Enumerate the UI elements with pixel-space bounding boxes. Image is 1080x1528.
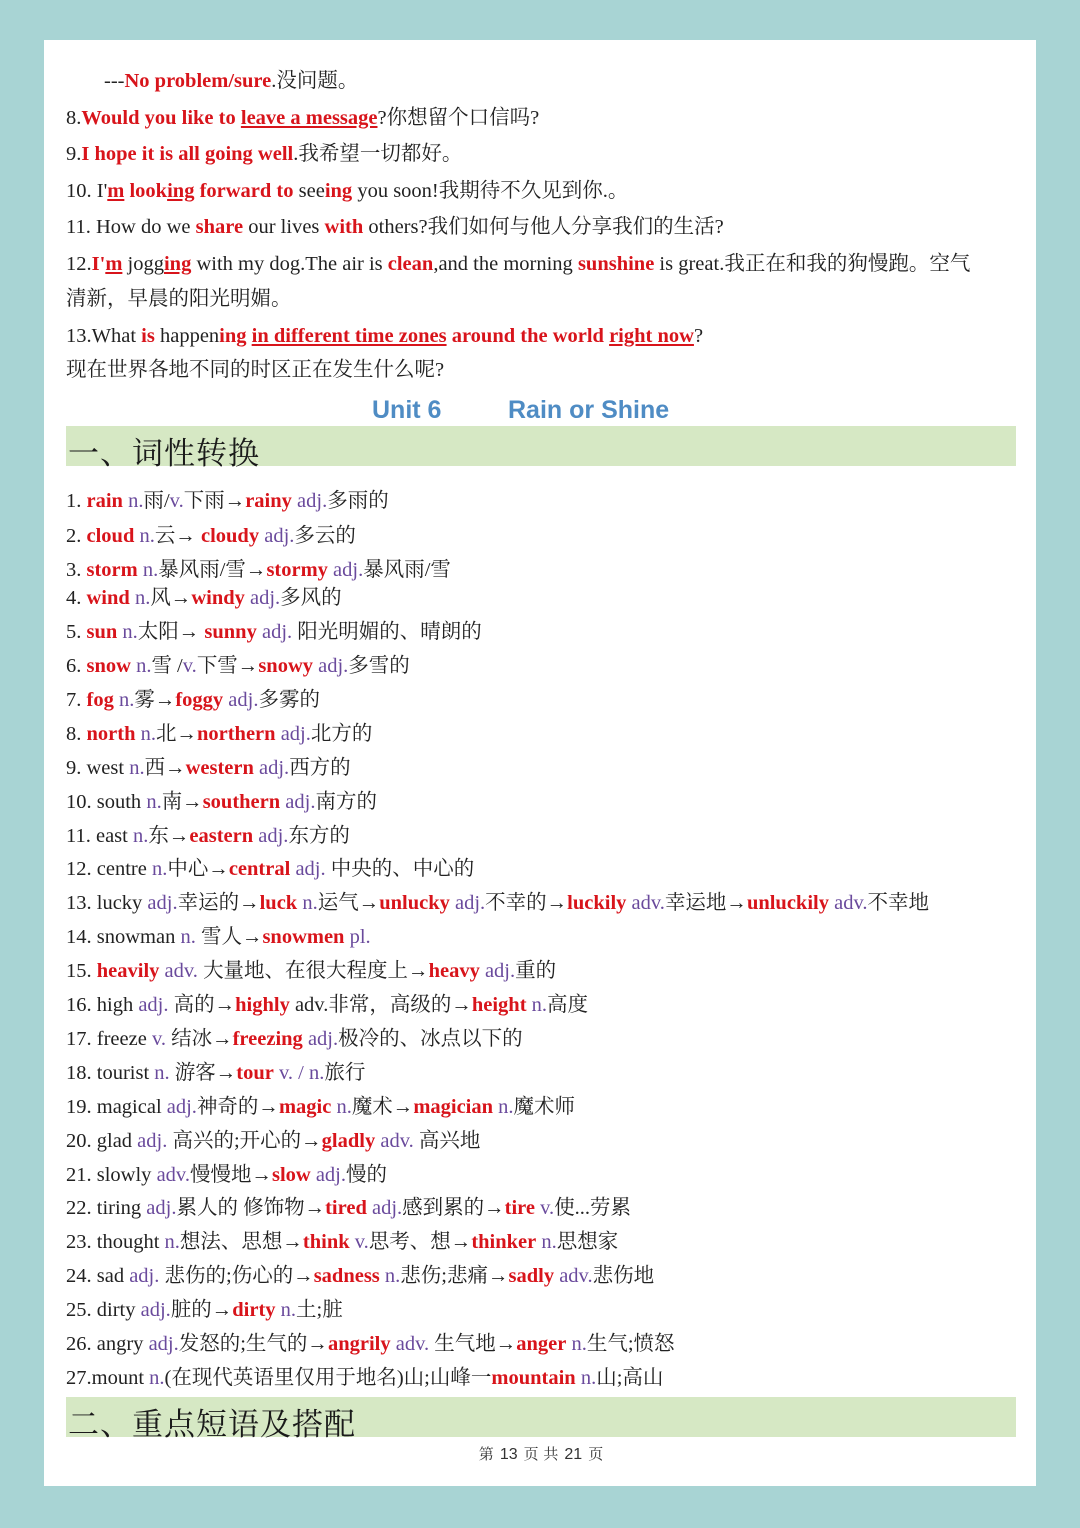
keyword: luck <box>259 892 298 914</box>
text-run: 11. east <box>66 825 133 847</box>
text-run: 雪 / <box>151 655 183 677</box>
part-of-speech: n. <box>129 587 151 609</box>
word-form-item <box>66 1263 654 1289</box>
keyword: ing <box>167 180 195 202</box>
text-run: 东→ <box>148 825 190 847</box>
part-of-speech: adj. <box>302 1028 339 1050</box>
text-run: .我希望一切都好。 <box>293 143 463 165</box>
text-run: 9. <box>66 143 82 165</box>
text-run: 暴风雨/雪 <box>363 559 451 581</box>
sentence-line <box>66 323 703 349</box>
text-run: 旅行 <box>324 1062 366 1084</box>
word-form-item <box>66 1128 480 1154</box>
text-run: others?我们如何与他人分享我们的生活? <box>363 216 724 238</box>
text-run: 6. <box>66 655 87 677</box>
sentence-line <box>66 251 970 277</box>
text-run: ?你想留个口信吗? <box>377 107 540 129</box>
text-run: 13.What <box>66 325 142 347</box>
word-form-item <box>66 488 389 514</box>
keyword: heavily <box>96 960 160 982</box>
part-of-speech: adj. <box>256 621 293 643</box>
sentence-line <box>66 214 724 240</box>
keyword: luckily <box>567 892 627 914</box>
part-of-speech: adv. <box>828 892 868 914</box>
keyword: tour <box>236 1062 274 1084</box>
keyword: clean <box>387 253 434 275</box>
keyword: heavy <box>428 960 480 982</box>
text-run: 雨/ <box>143 490 170 512</box>
footer-mid: 页 共 <box>523 1445 559 1463</box>
unit-title: Rain or Shine <box>508 396 670 424</box>
part-of-speech: n. <box>133 825 149 847</box>
keyword: highly <box>235 994 290 1016</box>
text-run: 中央的、中心的 <box>325 858 475 880</box>
word-form-item <box>66 557 451 583</box>
text-run: 16. high <box>66 994 139 1016</box>
part-of-speech: n. <box>117 621 138 643</box>
text-run: 19. magical <box>66 1096 167 1118</box>
text-run: 思考、想→ <box>368 1231 472 1253</box>
keyword: look <box>129 180 168 202</box>
part-of-speech: n. <box>137 559 159 581</box>
text-run: 清新，早晨的阳光明媚。 <box>66 288 292 310</box>
word-form-item <box>66 1229 618 1255</box>
text-run: with my dog.The air is <box>191 253 388 275</box>
word-form-item <box>66 856 474 882</box>
keyword: magician <box>413 1096 494 1118</box>
keyword: sadly <box>508 1265 555 1287</box>
keyword: sun <box>86 621 118 643</box>
text-run: 现在世界各地不同的时区正在发生什么呢? <box>66 359 445 381</box>
sentence-line <box>66 105 539 131</box>
text-run: 18. tourist <box>66 1062 155 1084</box>
keyword: sunshine <box>577 253 655 275</box>
keyword: mountain <box>491 1367 576 1389</box>
part-of-speech: n. <box>151 858 168 880</box>
keyword: sadness <box>313 1265 380 1287</box>
text-run: 土;脏 <box>296 1299 343 1321</box>
text-run: our lives <box>243 216 325 238</box>
text-run: 山;高山 <box>596 1367 664 1389</box>
word-form-item <box>66 1365 663 1391</box>
keyword: with <box>324 216 364 238</box>
part-of-speech: adj. <box>129 1265 160 1287</box>
text-run: --- <box>104 70 125 92</box>
part-of-speech: n. <box>164 1231 180 1253</box>
keyword: northern <box>196 723 276 745</box>
text-run: 多云的 <box>294 525 356 547</box>
text-run: ? <box>693 325 704 347</box>
text-run: 11. How do we <box>66 216 196 238</box>
part-of-speech: adj. <box>479 960 516 982</box>
text-run: 使...劳累 <box>554 1197 632 1219</box>
keyword: foggy <box>175 689 224 711</box>
part-of-speech: adv. <box>159 960 198 982</box>
part-of-speech: adj. <box>327 559 364 581</box>
sentence-line <box>66 286 292 312</box>
keyword: anger <box>516 1333 567 1355</box>
word-form-item <box>66 1060 365 1086</box>
part-of-speech: adv. <box>554 1265 593 1287</box>
keyword: dirty <box>232 1299 276 1321</box>
text-run: 雾→ <box>134 689 176 711</box>
text-run: 2. <box>66 525 87 547</box>
keyword: thinker <box>471 1231 537 1253</box>
part-of-speech: adj. <box>166 1096 197 1118</box>
keyword: cloudy <box>200 525 260 547</box>
footer-suffix: 页 <box>588 1445 604 1463</box>
part-of-speech: n. <box>134 525 155 547</box>
keyword: ing <box>163 253 192 275</box>
keyword: No problem/sure <box>124 70 272 92</box>
text-run: 1. <box>66 490 87 512</box>
part-of-speech: n. <box>526 994 548 1016</box>
part-of-speech: n. <box>379 1265 401 1287</box>
text-run: 结冰→ <box>165 1028 233 1050</box>
part-of-speech: adj. <box>280 791 316 813</box>
keyword: rain <box>86 490 123 512</box>
keyword: magic <box>278 1096 332 1118</box>
footer-total-pages: 21 <box>564 1446 583 1463</box>
part-of-speech: adj. <box>253 757 290 779</box>
text-run: 7. <box>66 689 87 711</box>
part-of-speech: adj. <box>259 525 295 547</box>
keyword: gladly <box>321 1130 376 1152</box>
sentence-line <box>66 357 444 383</box>
text-run: 10. south <box>66 791 147 813</box>
word-form-item <box>66 1026 523 1052</box>
part-of-speech: adj. <box>137 1130 168 1152</box>
text-run: 5. <box>66 621 87 643</box>
text-run: 魔术→ <box>351 1096 414 1118</box>
text-run: 重的 <box>515 960 557 982</box>
text-run: 南→ <box>161 791 203 813</box>
part-of-speech: adj. <box>147 892 178 914</box>
part-of-speech: v. <box>349 1231 369 1253</box>
word-form-item <box>66 1331 675 1357</box>
text-run: 思想家 <box>556 1231 619 1253</box>
keyword: stormy <box>266 559 328 581</box>
document-page <box>44 40 1036 1486</box>
text-run: 多雪的 <box>348 655 410 677</box>
part-of-speech: adj. <box>313 655 349 677</box>
keyword: central <box>228 858 291 880</box>
text-run: 太阳→ <box>137 621 205 643</box>
text-run: 26. angry <box>66 1333 149 1355</box>
keyword: right now <box>609 325 694 347</box>
text-run: 8. <box>66 723 87 745</box>
text-run: 悲伤;悲痛→ <box>400 1265 509 1287</box>
text-run: 高兴地 <box>413 1130 481 1152</box>
section-heading-word-forms <box>66 426 1016 471</box>
text-run: 22. tiring <box>66 1197 147 1219</box>
keyword: sunny <box>204 621 257 643</box>
part-of-speech: n. <box>566 1333 587 1355</box>
text-run: 风→ <box>150 587 192 609</box>
part-of-speech: v. <box>182 655 197 677</box>
keyword: in different time zones <box>251 325 447 347</box>
part-of-speech: n. <box>331 1096 352 1118</box>
text-run: 北方的 <box>310 723 373 745</box>
text-run: 悲伤地 <box>592 1265 655 1287</box>
part-of-speech: n. <box>146 791 162 813</box>
footer-prefix: 第 <box>478 1445 494 1463</box>
part-of-speech: v. / n. <box>273 1062 325 1084</box>
part-of-speech: adj. <box>366 1197 403 1219</box>
text-run: 27.mount <box>66 1367 150 1389</box>
text-run: 20. glad <box>66 1130 138 1152</box>
word-form-item <box>66 619 482 645</box>
part-of-speech: n. <box>135 723 156 745</box>
text-run: 多雨的 <box>327 490 389 512</box>
part-of-speech: n. <box>575 1367 597 1389</box>
part-of-speech: adj. <box>310 1164 346 1186</box>
text-run: you soon!我期待不久见到你.。 <box>352 180 629 202</box>
text-run: 西方的 <box>289 757 351 779</box>
keyword: ing <box>219 325 247 347</box>
part-of-speech: n. <box>129 757 145 779</box>
sentence-line <box>104 68 358 94</box>
keyword: windy <box>191 587 245 609</box>
text-run: 12. centre <box>66 858 152 880</box>
part-of-speech: n. <box>130 655 152 677</box>
keyword: I' <box>91 253 106 275</box>
text-run: 生气;愤怒 <box>586 1333 675 1355</box>
text-run: 西→ <box>144 757 186 779</box>
text-run: 3. <box>66 559 87 581</box>
text-run: 生气地→ <box>429 1333 517 1355</box>
keyword: tire <box>504 1197 536 1219</box>
part-of-speech: adj. <box>146 1197 177 1219</box>
text-run: 发怒的;生气的→ <box>178 1333 328 1355</box>
text-run: 15. <box>66 960 97 982</box>
unit-heading <box>66 396 1016 430</box>
text-run: 云→ <box>154 525 201 547</box>
keyword: is <box>141 325 155 347</box>
sentence-line <box>66 178 628 204</box>
text-run: (在现代英语里仅用于地名)山;山峰一 <box>164 1367 492 1389</box>
part-of-speech: adv. <box>156 1164 190 1186</box>
part-of-speech: adv. <box>375 1130 414 1152</box>
keyword: ing <box>324 180 353 202</box>
text-run: 17. freeze <box>66 1028 152 1050</box>
section-title: 二、重点短语及搭配 <box>68 1407 356 1442</box>
text-run: 多风的 <box>280 587 342 609</box>
part-of-speech: n. <box>536 1231 557 1253</box>
text-run: 累人的 修饰物→ <box>176 1197 326 1219</box>
part-of-speech: adj. <box>290 858 326 880</box>
part-of-speech: n. <box>297 892 318 914</box>
part-of-speech: v. <box>535 1197 555 1219</box>
word-form-item <box>66 924 371 950</box>
word-form-item <box>66 823 350 849</box>
keyword: eastern <box>189 825 254 847</box>
keyword: southern <box>202 791 281 813</box>
text-run: 慢的 <box>346 1164 387 1186</box>
keyword: snowy <box>258 655 313 677</box>
section-heading-phrases <box>66 1397 1016 1442</box>
text-run: 阳光明媚的、晴朗的 <box>292 621 482 643</box>
word-form-item <box>66 721 372 747</box>
keyword: freezing <box>232 1028 303 1050</box>
text-run: 8. <box>66 107 82 129</box>
keyword: fog <box>86 689 114 711</box>
text-run: 13. lucky <box>66 892 148 914</box>
text-run: 魔术师 <box>513 1096 576 1118</box>
text-run: see <box>293 180 325 202</box>
text-run: 悲伤的;伤心的→ <box>159 1265 314 1287</box>
part-of-speech: n. <box>113 689 135 711</box>
part-of-speech: n. <box>275 1299 297 1321</box>
text-run: 感到累的→ <box>402 1197 505 1219</box>
part-of-speech: n. <box>154 1062 170 1084</box>
part-of-speech: adv. <box>626 892 665 914</box>
text-run: ,and the morning <box>433 253 578 275</box>
text-run: jogg <box>122 253 164 275</box>
word-form-item <box>66 585 342 611</box>
text-run: 雪人→ <box>195 926 263 948</box>
part-of-speech: adj. <box>275 723 311 745</box>
keyword: cloud <box>86 525 135 547</box>
keyword: m <box>105 253 123 275</box>
keyword: tired <box>325 1197 367 1219</box>
text-run: 高的→ <box>168 994 236 1016</box>
keyword: m <box>107 180 125 202</box>
word-form-item <box>66 653 410 679</box>
word-form-item <box>66 789 377 815</box>
text-run: 南方的 <box>315 791 377 813</box>
text-run: 24. sad <box>66 1265 130 1287</box>
keyword: Would you like to <box>81 107 241 129</box>
text-run: 脏的→ <box>170 1299 233 1321</box>
word-form-item <box>66 958 556 984</box>
text-run: 14. snowman <box>66 926 181 948</box>
keyword: angrily <box>327 1333 391 1355</box>
part-of-speech: n. <box>493 1096 514 1118</box>
text-run: 25. dirty <box>66 1299 141 1321</box>
keyword: around the world <box>446 325 610 347</box>
text-run: 想法、思想→ <box>179 1231 303 1253</box>
word-form-item <box>66 890 929 916</box>
keyword: share <box>195 216 244 238</box>
text-run: 中心→ <box>167 858 229 880</box>
keyword: think <box>302 1231 350 1253</box>
part-of-speech: adj. <box>253 825 289 847</box>
text-run: 23. thought <box>66 1231 165 1253</box>
keyword: snowmen <box>262 926 345 948</box>
text-run: 21. slowly <box>66 1164 157 1186</box>
part-of-speech: adj. <box>148 1333 179 1355</box>
keyword: snow <box>86 655 131 677</box>
text-run: 幸运地→ <box>664 892 747 914</box>
text-run: 慢慢地→ <box>189 1164 272 1186</box>
keyword: unlucky <box>379 892 450 914</box>
part-of-speech: pl. <box>344 926 371 948</box>
text-run: 4. <box>66 587 87 609</box>
text-run: 不幸地 <box>867 892 930 914</box>
keyword: height <box>471 994 527 1016</box>
text-run: 不幸的→ <box>485 892 568 914</box>
part-of-speech: adj. <box>244 587 281 609</box>
text-run: 游客→ <box>169 1062 237 1084</box>
keyword: wind <box>86 587 130 609</box>
text-run: 9. west <box>66 757 130 779</box>
part-of-speech: n. <box>122 490 144 512</box>
part-of-speech: v. <box>151 1028 166 1050</box>
part-of-speech: v. <box>169 490 184 512</box>
text-run: adv.非常，高级的→ <box>289 994 472 1016</box>
keyword: north <box>86 723 136 745</box>
part-of-speech: adj. <box>138 994 169 1016</box>
part-of-speech: adj. <box>223 689 259 711</box>
keyword: storm <box>86 559 138 581</box>
part-of-speech: adv. <box>390 1333 430 1355</box>
section-title: 一、词性转换 <box>68 436 260 471</box>
text-run: happen <box>154 325 220 347</box>
text-run: 12. <box>66 253 92 275</box>
text-run: is great.我正在和我的狗慢跑。空气 <box>654 253 971 275</box>
part-of-speech: adj. <box>140 1299 171 1321</box>
word-form-item <box>66 1195 631 1221</box>
word-form-item <box>66 755 351 781</box>
word-form-item <box>66 1297 343 1323</box>
text-run: 高度 <box>547 994 589 1016</box>
word-form-item <box>66 1094 575 1120</box>
part-of-speech: adj. <box>291 490 328 512</box>
text-run: 极冷的、冰点以下的 <box>338 1028 523 1050</box>
part-of-speech: adj. <box>449 892 486 914</box>
keyword: forward to <box>199 180 294 202</box>
word-form-item <box>66 992 588 1018</box>
keyword: slow <box>271 1164 311 1186</box>
unit-number: Unit 6 <box>372 396 442 424</box>
part-of-speech: n. <box>149 1367 165 1389</box>
text-run: 东方的 <box>288 825 350 847</box>
keyword: leave a message <box>240 107 378 129</box>
page-footer <box>66 1443 1016 1464</box>
keyword: unluckily <box>746 892 829 914</box>
text-run: 高兴的;开心的→ <box>167 1130 322 1152</box>
word-form-item <box>66 1162 387 1188</box>
text-run: 下雨→ <box>183 490 246 512</box>
text-run: 大量地、在很大程度上→ <box>197 960 429 982</box>
text-run: 神奇的→ <box>196 1096 279 1118</box>
text-run: 暴风雨/雪→ <box>158 559 267 581</box>
text-run: 幸运的→ <box>177 892 260 914</box>
part-of-speech: n. <box>180 926 196 948</box>
keyword: I hope it is all going well <box>81 143 294 165</box>
text-run: 多雾的 <box>258 689 320 711</box>
footer-page-number: 13 <box>499 1446 518 1463</box>
text-run: 运气→ <box>317 892 380 914</box>
text-run: 10. I' <box>66 180 108 202</box>
word-form-item <box>66 523 356 549</box>
text-run: .没问题。 <box>271 70 359 92</box>
keyword: rainy <box>245 490 292 512</box>
sentence-line <box>66 141 462 167</box>
word-form-item <box>66 687 320 713</box>
text-run: 北→ <box>155 723 197 745</box>
keyword: western <box>185 757 254 779</box>
text-run: 下雪→ <box>196 655 259 677</box>
